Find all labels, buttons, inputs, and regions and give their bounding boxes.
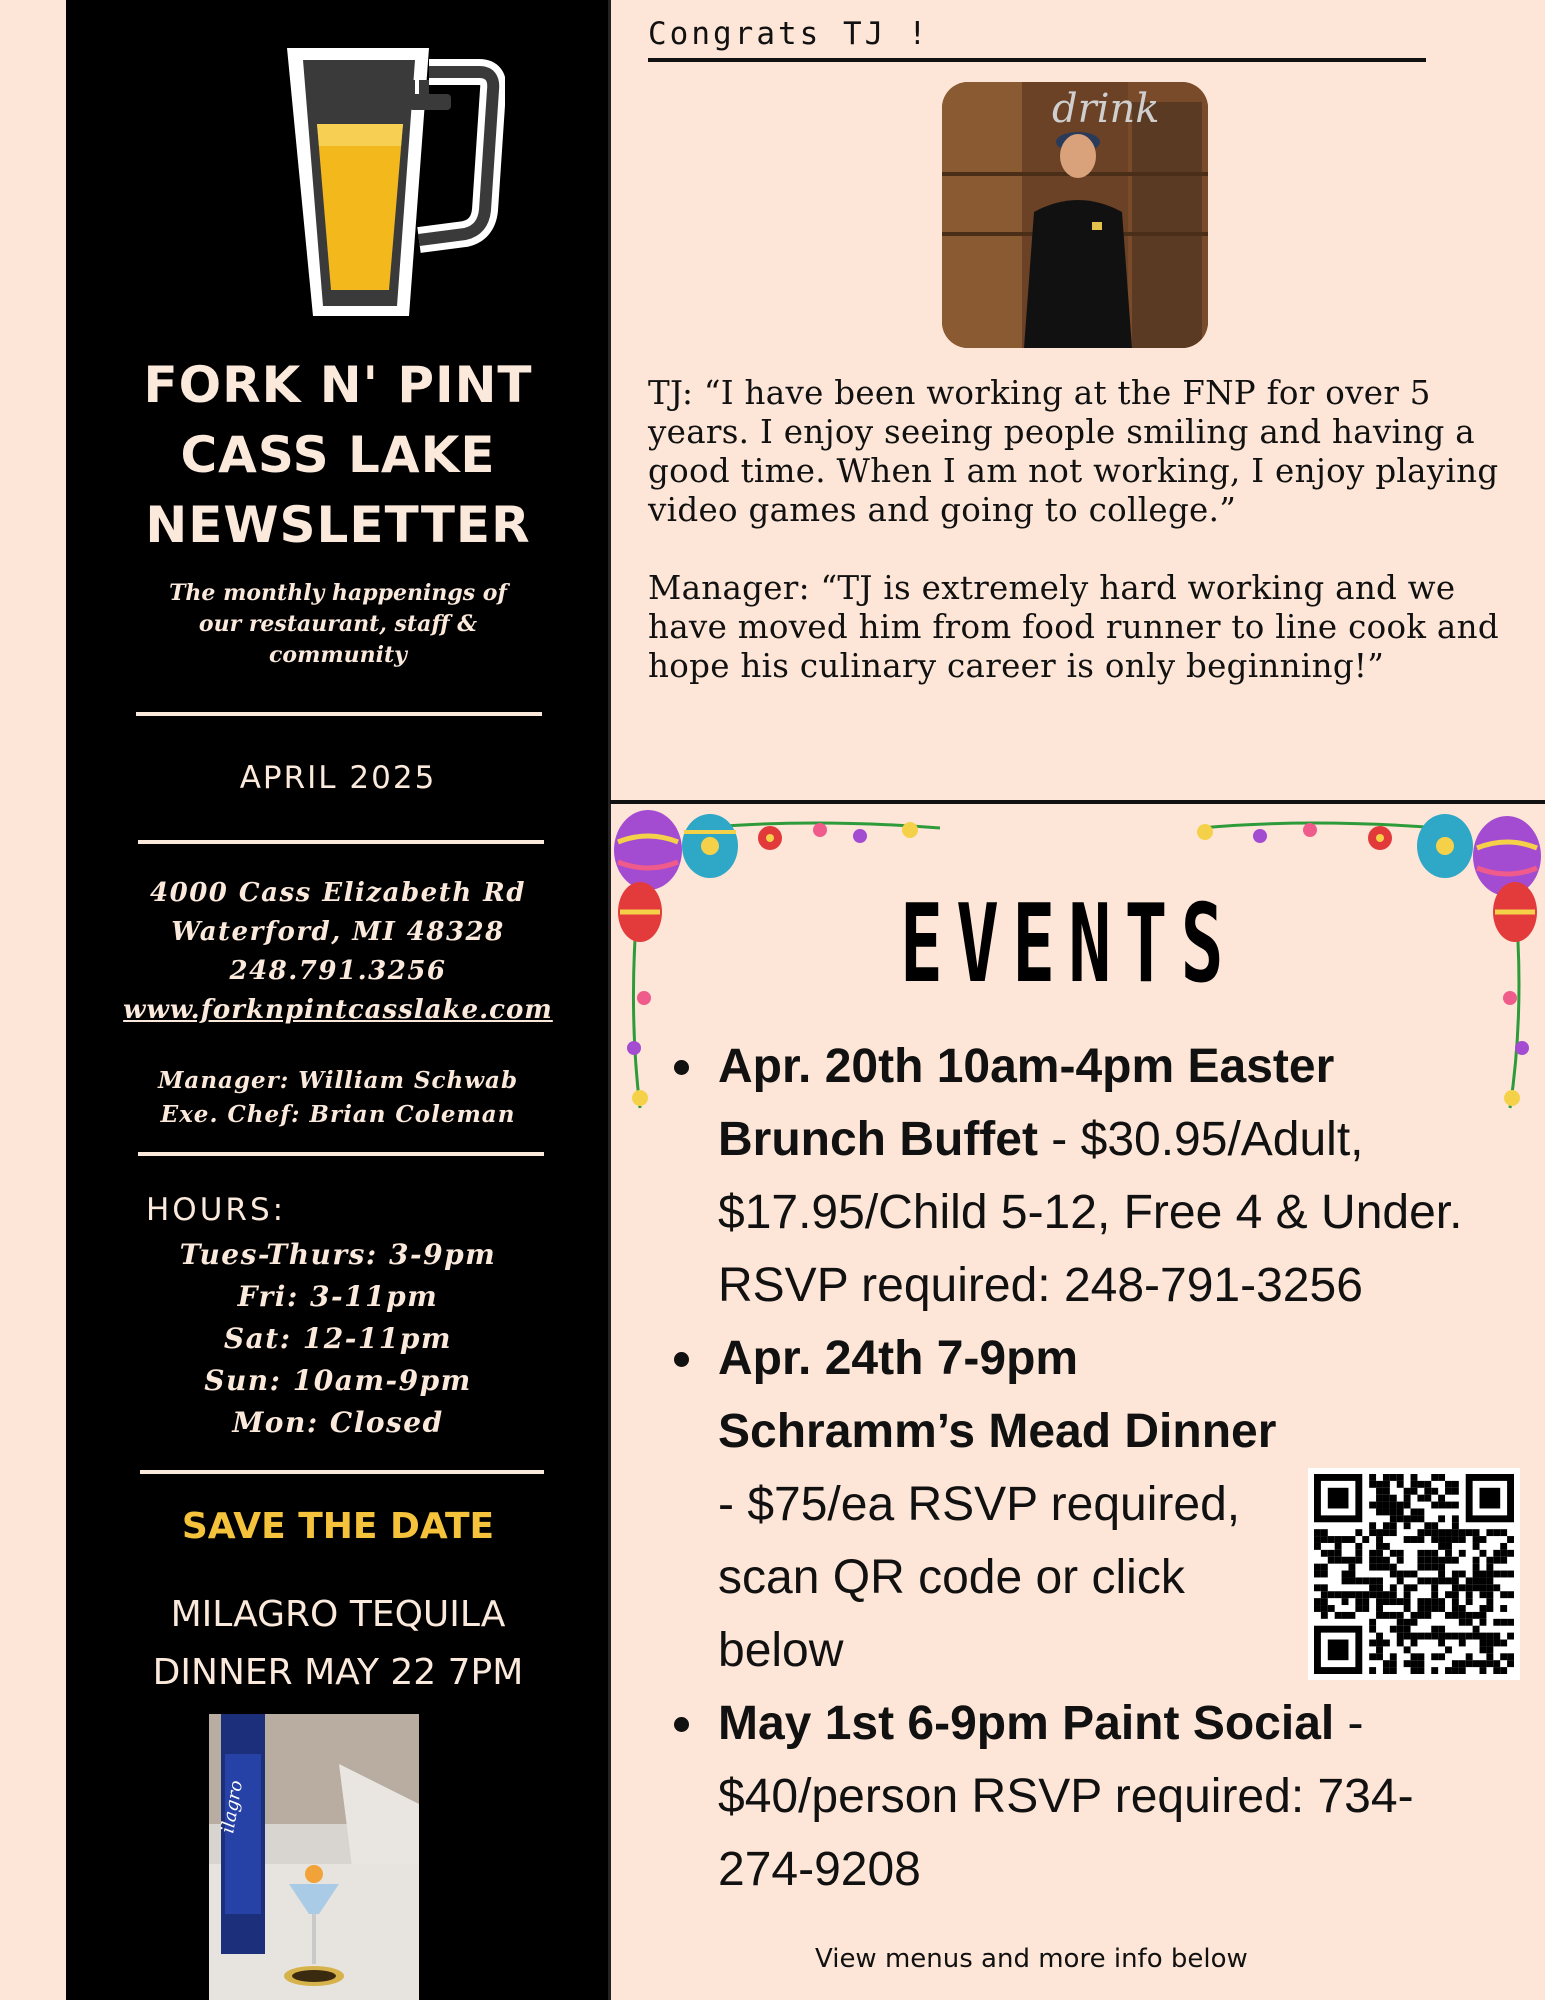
page-margin [0,0,66,2000]
footer-note[interactable]: View menus and more info below [815,1944,1248,1974]
tj-photo [942,82,1208,348]
phone-number: 248.791.3256 [229,956,447,986]
divider [140,1470,544,1474]
section-divider [610,800,1545,804]
title-line-2: CASS LAKE [180,426,496,484]
save-the-date-heading: SAVE THE DATE [181,1506,495,1547]
tagline: The monthly happenings of our restaurant, staff & community [169,580,507,668]
hours-row: Tues-Thurs: 3-9pm [179,1238,497,1271]
tj-quote: TJ: “I have been working at the FNP for over 5 years. I enjoy seeing people smiling and having a good time. When I am not working, I enjoy playing video games and going to college.” [648,374,1499,529]
svg-text:drink: drink [1052,86,1160,132]
event-item [668,1687,1508,1906]
save-event-line-2: DINNER MAY 22 7PM [152,1652,524,1693]
chef-name: Exe. Chef: Brian Coleman [160,1101,516,1128]
staff-block [66,1064,610,1132]
hours-row: Mon: Closed [232,1406,444,1439]
event-title: May 1st 6-9pm Paint Social [718,1697,1335,1750]
event-title: Apr. 20th 10am-4pm Easter Brunch Buffet [718,1040,1335,1166]
event-details: - $30.95/Adult, $17.95/Child 5-12, Free 4 & Under. RSVP required: 248-791-3256 [718,1113,1463,1312]
save-event-line-1: MILAGRO TEQUILA [170,1594,506,1635]
divider [138,1152,544,1156]
address-city: Waterford, MI 48328 [171,917,505,947]
manager-name: Manager: William Schwab [157,1067,519,1094]
hours-row: Sun: 10am-9pm [204,1364,472,1397]
website-link[interactable]: www.forknpintcasslake.com [123,995,553,1025]
title-line-1: FORK N' PINT [143,356,533,414]
event-item [668,1030,1508,1322]
divider [138,840,544,844]
event-details: - $75/ea RSVP required, scan QR code or click below [718,1478,1241,1677]
events-heading: EVENTS [900,882,1237,1007]
hours-row: Sat: 12-11pm [223,1322,453,1355]
divider [136,712,542,716]
title-line-3: NEWSLETTER [145,496,531,554]
beer-glass-fork-icon [279,34,505,330]
hours-label: HOURS: [146,1192,287,1228]
spotlight-quotes [648,374,1518,725]
hours-row: Fri: 3-11pm [237,1280,439,1313]
event-title: Apr. 24th 7-9pm Schramm’s Mead Dinner [718,1332,1277,1458]
event-text [718,1322,1278,1687]
event-details: - $40/person RSVP required: 734-274-9208 [718,1697,1414,1896]
hours-list [66,1234,610,1444]
newsletter-title [66,350,610,560]
address-block [66,874,610,1030]
spotlight-heading-rule [648,58,1426,62]
sidebar [66,0,610,2000]
spotlight-heading: Congrats TJ ! [648,16,930,52]
save-the-date-event [66,1586,610,1702]
address-street: 4000 Cass Elizabeth Rd [150,878,526,908]
qr-code-icon[interactable] [1308,1468,1520,1680]
manager-quote: Manager: “TJ is extremely hard working and we have moved him from food runner to line cook and hope his culinary career is only beginning!” [648,569,1499,685]
milagro-tequila-photo [209,1714,419,2000]
svg-text:ilagro: ilagro [217,1778,248,1835]
issue-date: APRIL 2025 [239,760,437,796]
qr-code-pattern [1314,1474,1514,1674]
